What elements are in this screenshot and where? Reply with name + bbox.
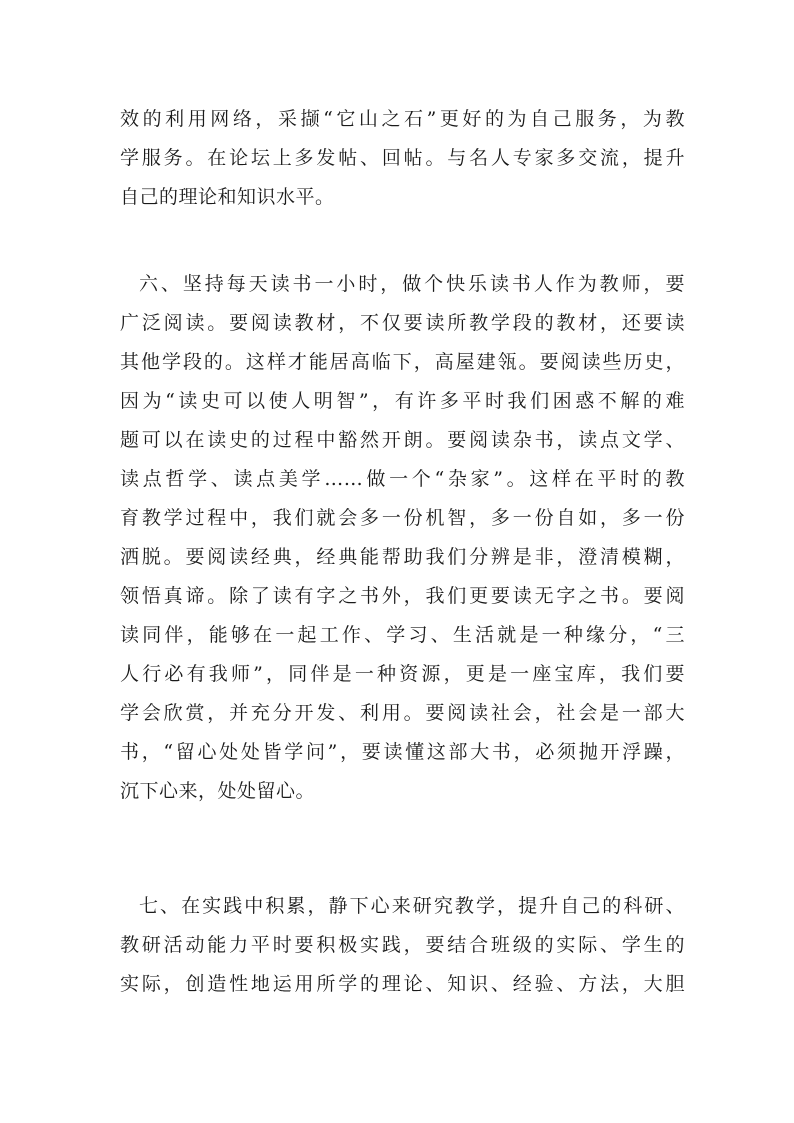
text-line: 学会欣赏，并充分开发、利用。要阅读社会，社会是一部大 xyxy=(120,702,685,724)
text-line: 六、坚持每天读书一小时，做个快乐读书人作为教师，要 xyxy=(139,273,685,295)
text-line: 洒脱。要阅读经典，经典能帮助我们分辨是非，澄清模糊， xyxy=(120,546,685,568)
text-line: 七、在实践中积累，静下心来研究教学，提升自己的科研、 xyxy=(139,895,685,917)
text-line: 因为“读史可以使人明智”，有许多平时我们困惑不解的难 xyxy=(120,390,685,412)
text-line: 人行必有我师”，同伴是一种资源，更是一座宝库，我们要 xyxy=(120,663,685,685)
text-line: 育教学过程中，我们就会多一份机智，多一份自如，多一份 xyxy=(120,507,685,529)
text-line: 学服务。在论坛上多发帖、回帖。与名人专家多交流，提升 xyxy=(120,147,685,169)
paragraph-reading xyxy=(120,265,685,811)
text-line: 实际，创造性地运用所学的理论、知识、经验、方法，大胆 xyxy=(120,973,685,995)
paragraph-practice xyxy=(120,887,685,1004)
text-line: 效的利用网络，采撷“它山之石”更好的为自己服务，为教 xyxy=(120,108,685,130)
text-line: 读同伴，能够在一起工作、学习、生活就是一种缘分，“三 xyxy=(120,624,685,646)
text-line: 题可以在读史的过程中豁然开朗。要阅读杂书，读点文学、 xyxy=(120,429,685,451)
text-line: 广泛阅读。要阅读教材，不仅要读所教学段的教材，还要读 xyxy=(120,312,685,334)
text-line: 沉下心来，处处留心。 xyxy=(120,780,316,802)
text-line: 教研活动能力平时要积极实践，要结合班级的实际、学生的 xyxy=(120,934,685,956)
text-line: 书，“留心处处皆学问”，要读懂这部大书，必须抛开浮躁， xyxy=(120,741,685,763)
paragraph-network-use xyxy=(120,100,685,217)
text-line: 领悟真谛。除了读有字之书外，我们更要读无字之书。要阅 xyxy=(120,585,685,607)
text-line: 其他学段的。这样才能居高临下，高屋建瓴。要阅读些历史， xyxy=(120,351,685,373)
text-line: 读点哲学、读点美学……做一个“杂家”。这样在平时的教 xyxy=(120,468,685,490)
text-line: 自己的理论和知识水平。 xyxy=(120,186,335,208)
